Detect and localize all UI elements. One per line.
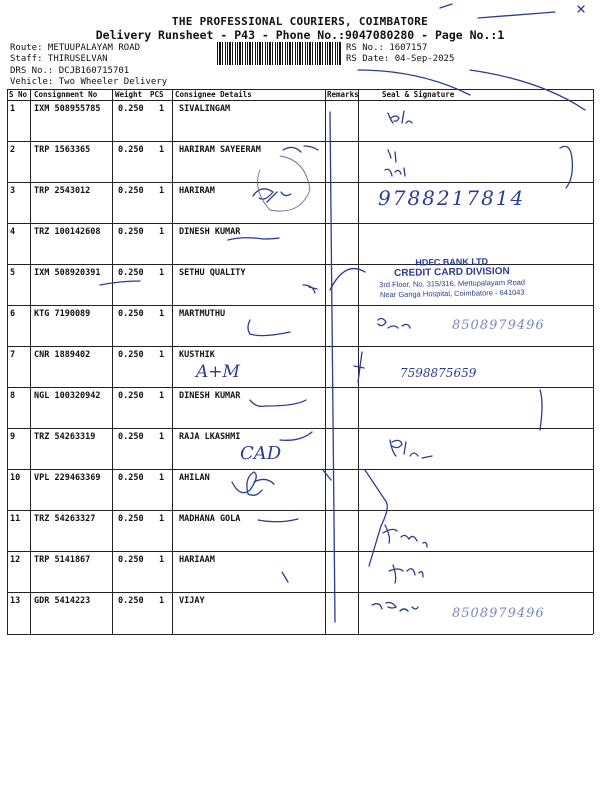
row-sno: 7 bbox=[10, 350, 16, 360]
row-consignment-no: TRZ 100142608 bbox=[34, 227, 101, 237]
row-consignee-name: MARTMUTHU bbox=[179, 309, 226, 319]
handwritten-phone-row3: 9788217814 bbox=[378, 186, 526, 210]
header-remarks: Remarks bbox=[327, 90, 359, 99]
row-consignment-no: CNR 1889402 bbox=[34, 350, 91, 360]
row-pcs: 1 bbox=[159, 227, 165, 237]
row-weight: 0.250 bbox=[118, 186, 144, 196]
row-consignee-name: HARIRAM SAYEERAM bbox=[179, 145, 261, 155]
row-consignment-no: TRP 1563365 bbox=[34, 145, 91, 155]
row-pcs: 1 bbox=[159, 596, 165, 606]
row-consignee-name: SIVALINGAM bbox=[179, 104, 231, 114]
barcode bbox=[217, 42, 341, 65]
vehicle-label: Vehicle: Two Wheeler Delivery bbox=[10, 77, 168, 87]
row-consignee-name: MADHANA GOLA bbox=[179, 514, 241, 524]
staff-label: Staff: THIRUSELVAN bbox=[10, 54, 108, 64]
row-consignment-no: TRP 5141867 bbox=[34, 555, 91, 565]
stamp-division: CREDIT CARD DIVISION bbox=[394, 265, 510, 280]
row-pcs: 1 bbox=[159, 473, 165, 483]
header-weight: Weight bbox=[115, 90, 143, 99]
company-title: THE PROFESSIONAL COURIERS, COIMBATORE bbox=[171, 15, 429, 28]
row-sno: 3 bbox=[10, 186, 16, 196]
row-weight: 0.250 bbox=[118, 514, 144, 524]
row-consignee-name: DINESH KUMAR bbox=[179, 391, 241, 401]
header-consignment: Consignment No bbox=[34, 90, 98, 99]
row-consignee-name: SETHU QUALITY bbox=[179, 268, 246, 278]
row-sno: 10 bbox=[10, 473, 21, 483]
row-sno: 5 bbox=[10, 268, 16, 278]
row-consignment-no: VPL 229463369 bbox=[34, 473, 101, 483]
row-consignee-name: DINESH KUMAR bbox=[179, 227, 241, 237]
handwritten-phone-row6: 8508979496 bbox=[452, 318, 545, 333]
row-pcs: 1 bbox=[159, 309, 165, 319]
row-weight: 0.250 bbox=[118, 145, 144, 155]
handwritten-phone-row13: 8508979496 bbox=[452, 606, 545, 621]
row-pcs: 1 bbox=[159, 432, 165, 442]
row-consignment-no: IXM 508920391 bbox=[34, 268, 101, 278]
row-sno: 12 bbox=[10, 555, 21, 565]
header-consignee: Consignee Details bbox=[175, 90, 252, 99]
row-sno: 1 bbox=[10, 104, 16, 114]
row-pcs: 1 bbox=[159, 104, 165, 114]
header-sno: S No bbox=[9, 90, 28, 99]
row-consignee-name: KUSTHIK bbox=[179, 350, 215, 360]
row-weight: 0.250 bbox=[118, 227, 144, 237]
row-weight: 0.250 bbox=[118, 350, 144, 360]
row-sno: 11 bbox=[10, 514, 21, 524]
row-weight: 0.250 bbox=[118, 555, 144, 565]
row-pcs: 1 bbox=[159, 350, 165, 360]
row-consignee-name: AHILAN bbox=[179, 473, 210, 483]
row-weight: 0.250 bbox=[118, 268, 144, 278]
stamp-address-line-2: Near Ganga Hospital, Coimbatore - 641043 bbox=[379, 287, 525, 300]
row-consignment-no: IXM 508955785 bbox=[34, 104, 101, 114]
handwritten-initials-row7: A+M bbox=[196, 362, 240, 382]
row-consignment-no: TRP 2543012 bbox=[34, 186, 91, 196]
row-consignment-no: GDR 5414223 bbox=[34, 596, 91, 606]
row-pcs: 1 bbox=[159, 555, 165, 565]
row-sno: 6 bbox=[10, 309, 16, 319]
row-pcs: 1 bbox=[159, 391, 165, 401]
row-pcs: 1 bbox=[159, 514, 165, 524]
row-sno: 13 bbox=[10, 596, 21, 606]
row-pcs: 1 bbox=[159, 268, 165, 278]
row-consignee-name: HARIRAM bbox=[179, 186, 215, 196]
row-pcs: 1 bbox=[159, 145, 165, 155]
row-weight: 0.250 bbox=[118, 596, 144, 606]
row-consignment-no: TRZ 54263327 bbox=[34, 514, 96, 524]
rs-number: RS No.: 1607157 bbox=[346, 43, 428, 53]
row-pcs: 1 bbox=[159, 186, 165, 196]
row-consignee-name: HARIAAM bbox=[179, 555, 215, 565]
header-pcs: PCS bbox=[150, 90, 164, 99]
bank-stamp bbox=[366, 256, 539, 301]
row-weight: 0.250 bbox=[118, 473, 144, 483]
stamp-bank-name: HDFC BANK LTD bbox=[415, 256, 489, 268]
row-consignment-no: KTG 7190089 bbox=[34, 309, 91, 319]
drs-label: DRS No.: DCJB160715701 bbox=[10, 66, 130, 76]
row-consignment-no: NGL 100320942 bbox=[34, 391, 101, 401]
rs-date: RS Date: 04-Sep-2025 bbox=[346, 54, 455, 64]
row-consignment-no: TRZ 54263319 bbox=[34, 432, 96, 442]
handwritten-phone-row7: 7598875659 bbox=[400, 366, 477, 380]
row-sno: 2 bbox=[10, 145, 16, 155]
row-sno: 9 bbox=[10, 432, 16, 442]
row-weight: 0.250 bbox=[118, 104, 144, 114]
route-label: Route: METUUPALAYAM ROAD bbox=[10, 43, 141, 53]
header-seal: Seal & Signature bbox=[382, 90, 455, 99]
runsheet-subtitle: Delivery Runsheet - P43 - Phone No.:9047080280 - Page No.:1 bbox=[95, 28, 505, 42]
row-weight: 0.250 bbox=[118, 432, 144, 442]
stamp-address-line-1: 3rd Floor, No. 315/316, Mettupalayam Road bbox=[379, 277, 526, 290]
row-weight: 0.250 bbox=[118, 309, 144, 319]
row-consignee-name: VIJAY bbox=[179, 596, 205, 606]
row-sno: 8 bbox=[10, 391, 16, 401]
handwritten-initials-row9: CAD bbox=[240, 443, 282, 464]
row-weight: 0.250 bbox=[118, 391, 144, 401]
row-consignee-name: RAJA LKASHMI bbox=[179, 432, 241, 442]
row-sno: 4 bbox=[10, 227, 16, 237]
